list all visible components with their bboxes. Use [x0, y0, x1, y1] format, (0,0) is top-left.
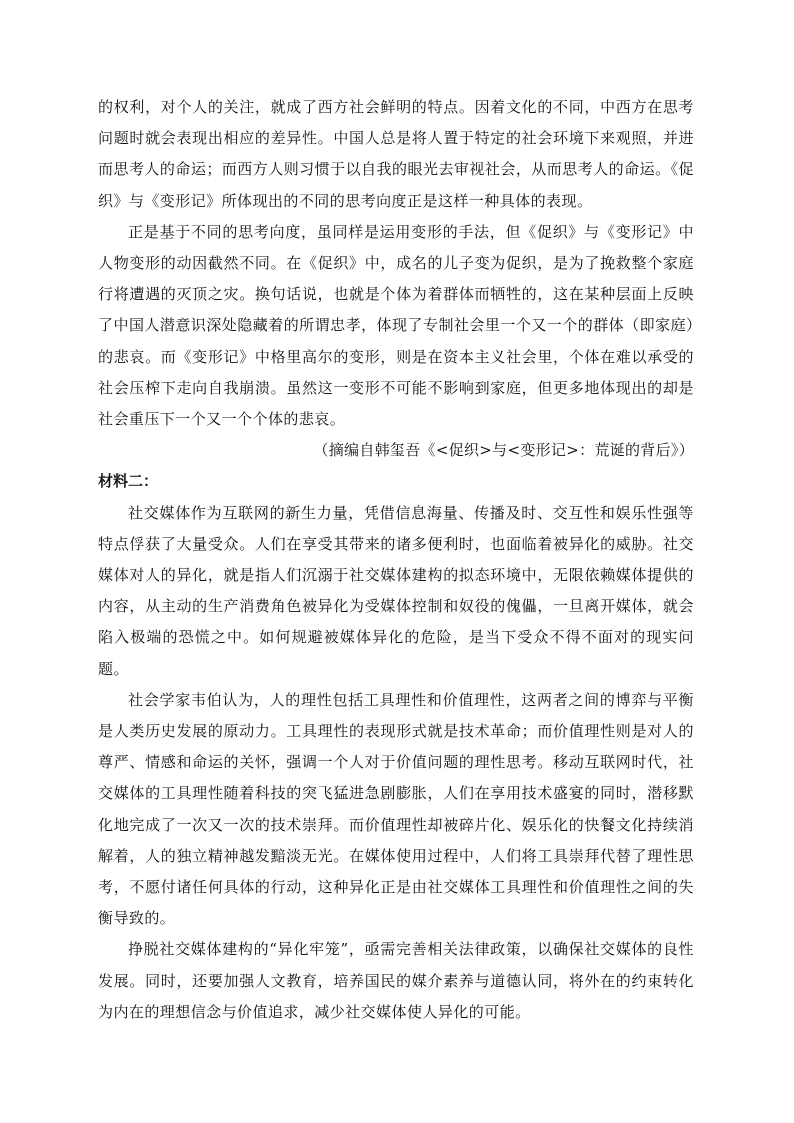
paragraph-material1-2: 正是基于不同的思考向度，虽同样是运用变形的手法，但《促织》与《变形记》中人物变形的动因截然不同。在《促织》中，成名的儿子变为促织，是为了挽救整个家庭行将遭遇的灭顶之灾。换句话说，也就是个体为着群体而牺牲的，这在某种层面上反映了中国人潜意识深处隐藏着的所谓忠孝，体现了专制社会里一个又一个的群体（即家庭）的悲哀。而《变形记》中格里高尔的变形，则是在资本主义社会里，个体在难以承受的社会压榨下走向自我崩溃。虽然这一变形不可能不影响到家庭，但更多地体现出的却是社会重压下一个又一个个体的悲哀。 [98, 222, 694, 429]
section-heading-material2: 材料二： [98, 472, 159, 491]
source-citation: （摘编自韩玺吾《<促织>与<变形记>：荒诞的背后》） [313, 441, 694, 460]
paragraph-material2-3: 挣脱社交媒体建构的“异化牢笼”，亟需完善相关法律政策，以确保社交媒体的良性发展。同时，还要加强人文教育，培养国民的媒介素养与道德认同，将外在的约束转化为内在的理想信念与价值追求，减少社交媒体使人异化的可能。 [98, 940, 694, 1021]
paragraph-material1-continued: 的权利，对个人的关注，就成了西方社会鲜明的特点。因着文化的不同，中西方在思考问题时就会表现出相应的差异性。中国人总是将人置于特定的社会环境下来观照，并进而思考人的命运；而西方人则习惯于以自我的眼光去审视社会，从而思考人的命运。《促织》与《变形记》所体现出的不同的思考向度正是这样一种具体的表现。 [98, 98, 694, 210]
paragraph-material2-2: 社会学家韦伯认为，人的理性包括工具理性和价值理性，这两者之间的博弈与平衡是人类历史发展的原动力。工具理性的表现形式就是技术革命；而价值理性则是对人的尊严、情感和命运的关怀，强调一个人对于价值问题的理性思考。移动互联网时代，社交媒体的工具理性随着科技的突飞猛进急剧膨胀，人们在享用技术盛宴的同时，潜移默化地完成了一次又一次的技术崇拜。而价值理性却被碎片化、娱乐化的快餐文化持续消解着，人的独立精神越发黯淡无光。在媒体使用过程中，人们将工具崇拜代替了理性思考，不愿付诸任何具体的行动，这种异化正是由社交媒体工具理性和价值理性之间的失衡导致的。 [98, 690, 694, 928]
paragraph-material2-1: 社交媒体作为互联网的新生力量，凭借信息海量、传播及时、交互性和娱乐性强等特点俘获了大量受众。人们在享受其带来的诸多便利时，也面临着被异化的威胁。社交媒体对人的异化，就是指人们沉溺于社交媒体建构的拟态环境中，无限依赖媒体提供的内容，从主动的生产消费角色被异化为受媒体控制和奴役的傀儡，一旦离开媒体，就会陷入极端的恐慌之中。如何规避被媒体异化的危险，是当下受众不得不面对的现实问题。 [98, 503, 694, 678]
